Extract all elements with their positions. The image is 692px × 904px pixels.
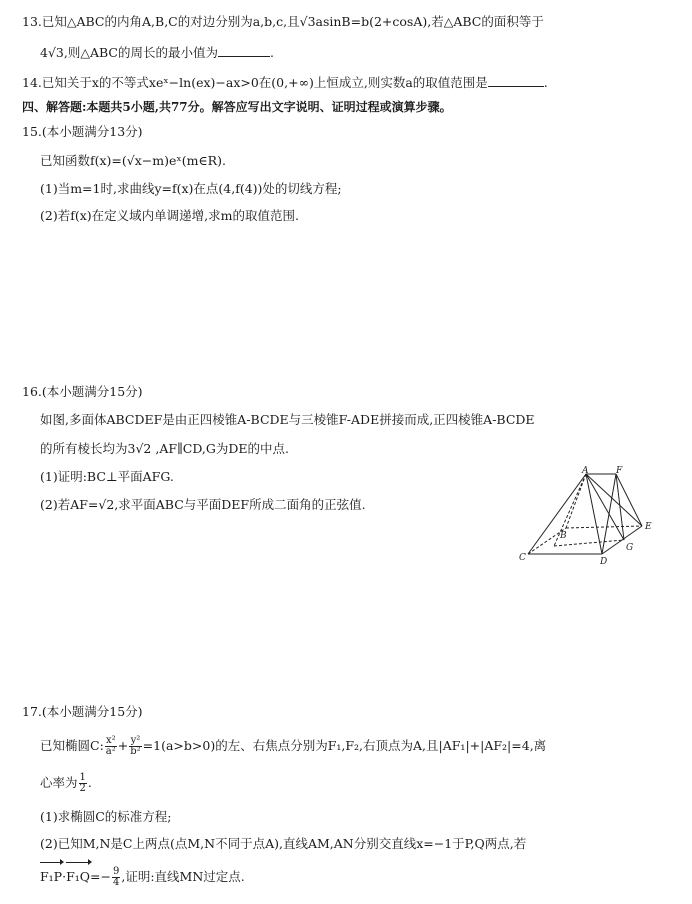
q16-part1: (1)证明:BC⊥平面AFG. bbox=[40, 469, 174, 484]
q17-part1: (1)求椭圆C的标准方程; bbox=[40, 809, 172, 824]
section-heading: 四、解答题:本题共5小题,共77分。解答应写出文字说明、证明过程或演算步骤。 bbox=[22, 100, 452, 114]
equals-neg: =− bbox=[90, 869, 111, 884]
label-e: E bbox=[645, 522, 652, 532]
plus-sign: + bbox=[117, 738, 129, 753]
q15-heading: 15.(本小题满分13分) bbox=[22, 124, 143, 139]
q17-part2: (2)已知M,N是C上两点(点M,N不同于点A),直线AM,AN分别交直线x=−1于P,Q两点,若 bbox=[40, 836, 527, 851]
label-a: A bbox=[582, 466, 589, 476]
q15-part1: (1)当m=1时,求曲线y=f(x)在点(4,f(4))处的切线方程; bbox=[40, 181, 342, 196]
q17-part2-cont bbox=[40, 864, 245, 890]
label-c: C bbox=[519, 553, 526, 563]
q13-line2-end: . bbox=[269, 45, 274, 60]
vector-f1p: F₁P bbox=[40, 864, 62, 890]
q13-line2-text: 4√3,则△ABC的周长的最小值为 bbox=[40, 45, 218, 60]
label-f: F bbox=[616, 466, 623, 476]
q15-intro: 已知函数f(x)=(√x−m)eˣ(m∈R). bbox=[40, 153, 226, 168]
ecc-end: . bbox=[87, 775, 92, 790]
q15-part2: (2)若f(x)在定义域内单调递增,求m的取值范围. bbox=[40, 208, 299, 223]
q16-intro2: 的所有棱长均为3√2 ,AF∥CD,G为DE的中点. bbox=[40, 441, 290, 456]
label-g: G bbox=[626, 543, 634, 553]
q14-text bbox=[22, 74, 548, 91]
dot-op: · bbox=[62, 869, 67, 884]
q17-part2-post: ,证明:直线MN过定点. bbox=[121, 869, 245, 884]
q13-line1: 13.已知△ABC的内角A,B,C的对边分别为a,b,c,且√3asinB=b(2+cosA),若△ABC的面积等于 bbox=[22, 14, 544, 29]
q17-intro-post: =1(a>b>0)的左、右焦点分别为F₁,F₂,右顶点为A,且|AF₁|+|AF₂|=4,离 bbox=[142, 738, 547, 753]
ecc-label: 心率为 bbox=[40, 775, 78, 790]
q13-line2 bbox=[40, 44, 274, 61]
q17-eccentricity bbox=[40, 770, 92, 796]
q17-intro bbox=[40, 733, 546, 759]
q14-question: 14.已知关于x的不等式xeˣ−ln(ex)−ax>0在(0,+∞)上恒成立,则实数a的取值范围是 bbox=[22, 75, 488, 90]
q17-heading: 17.(本小题满分15分) bbox=[22, 704, 143, 719]
q17-intro-pre: 已知椭圆C: bbox=[40, 738, 104, 753]
value-fraction: $\frac{9}{4}$ bbox=[112, 866, 120, 888]
q16-heading: 16.(本小题满分15分) bbox=[22, 384, 143, 399]
q14-end: . bbox=[543, 75, 548, 90]
vector-f1q: F₁Q bbox=[66, 864, 90, 890]
q14-answer-blank bbox=[488, 74, 544, 87]
polyhedron-figure bbox=[516, 466, 662, 566]
ecc-fraction: $\frac{1}{2}$ bbox=[79, 772, 86, 794]
ellipse-y-term: $\frac{\text{y²}}{\text{b²}}$ bbox=[130, 735, 141, 757]
q16-part2: (2)若AF=√2,求平面ABC与平面DEF所成二面角的正弦值. bbox=[40, 497, 366, 512]
label-b: B bbox=[560, 531, 567, 541]
label-d: D bbox=[600, 557, 608, 566]
q16-intro1: 如图,多面体ABCDEF是由正四棱锥A-BCDE与三棱锥F-ADE拼接而成,正四棱锥A-BCDE bbox=[40, 412, 535, 427]
ellipse-x-term: $\frac{\text{x²}}{\text{a²}}$ bbox=[105, 735, 116, 757]
q13-answer-blank bbox=[218, 44, 270, 57]
